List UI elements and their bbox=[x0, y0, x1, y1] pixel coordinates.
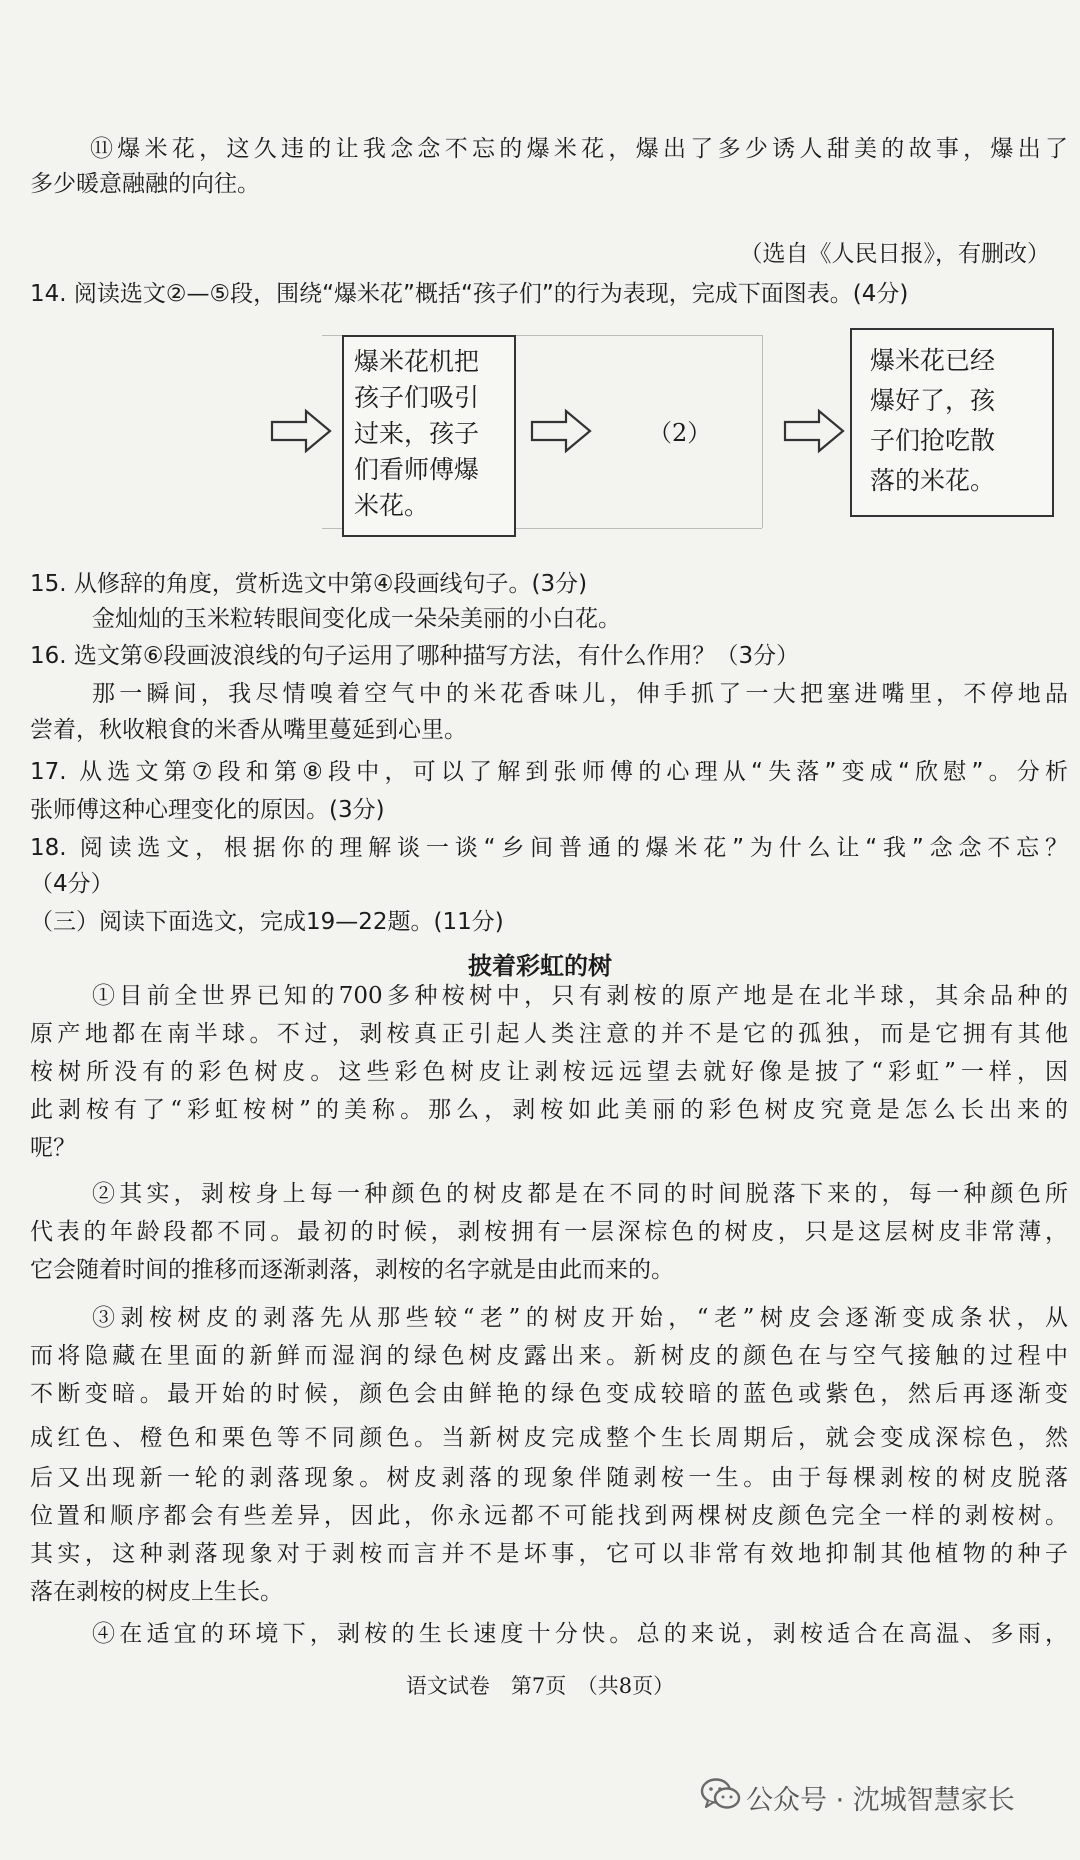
article-p3-line: 落在剥桉的树皮上生长。 bbox=[30, 1579, 283, 1605]
paragraph-11-line-1: ⑪爆米花，这久违的让我念念不忘的爆米花，爆出了多少诱人甜美的故事，爆出了 bbox=[90, 136, 1068, 162]
article-p3-line: ③剥桉树皮的剥落先从那些较“老”的树皮开始，“老”树皮会逐渐变成条状，从 bbox=[92, 1305, 1068, 1331]
article-p1-line: 呢？ bbox=[30, 1135, 76, 1161]
article-p1-line: 原产地都在南半球。不过，剥桉真正引起人类注意的并不是它的孤独，而是它拥有其他 bbox=[30, 1021, 1068, 1047]
article-p2-line: ②其实，剥桉身上每一种颜色的树皮都是在不同的时间脱落下来的，每一种颜色所 bbox=[92, 1181, 1068, 1207]
question-16-quote-line-2: 尝着，秋收粮食的米香从嘴里蔓延到心里。 bbox=[30, 717, 467, 743]
question-18-line-1: 18. 阅读选文，根据你的理解谈一谈“乡间普通的爆米花”为什么让“我”念念不忘？ bbox=[30, 835, 1068, 861]
article-p3-line: 后又出现新一轮的剥落现象。树皮剥落的现象伴随剥桉一生。由于每棵剥桉的树皮脱落 bbox=[30, 1465, 1068, 1491]
flow-box-1-line: 米花。 bbox=[354, 491, 430, 520]
flow-box-1-line: 们看师傅爆 bbox=[354, 455, 480, 484]
arrow-icon bbox=[270, 408, 332, 454]
article-p4-line: ④在适宜的环境下，剥桉的生长速度十分快。总的来说，剥桉适合在高温、多雨， bbox=[92, 1621, 1068, 1647]
question-15-quote: 金灿灿的玉米粒转眼间变化成一朵朵美丽的小白花。 bbox=[92, 606, 621, 632]
blank-answer-2: （2） bbox=[648, 419, 712, 447]
article-p1-line: ①目前全世界已知的700多种桉树中，只有剥桉的原产地是在北半球，其余品种的 bbox=[92, 983, 1068, 1009]
question-16: 16. 选文第⑥段画波浪线的句子运用了哪种描写方法，有什么作用？（3分） bbox=[30, 643, 800, 669]
flow-box-3-line: 爆米花已经 bbox=[870, 346, 996, 375]
diagram-frame-right bbox=[762, 335, 763, 528]
question-17-line-1: 17. 从选文第⑦段和第⑧段中，可以了解到张师傅的心理从“失落”变成“欣慰”。分析 bbox=[30, 759, 1068, 785]
question-17-line-2: 张师傅这种心理变化的原因。(3分) bbox=[30, 797, 385, 823]
source-note: （选自《人民日报》，有删改） bbox=[739, 241, 1050, 267]
flow-box-3-line: 爆好了，孩 bbox=[870, 386, 996, 415]
question-14: 14. 阅读选文②—⑤段，围绕“爆米花”概括“孩子们”的行为表现，完成下面图表。(4分) bbox=[30, 281, 909, 307]
flow-box-1 bbox=[342, 335, 516, 537]
article-p3-line: 而将隐藏在里面的新鲜而湿润的绿色树皮露出来。新树皮的颜色在与空气接触的过程中 bbox=[30, 1343, 1068, 1369]
article-p2-line: 代表的年龄段都不同。最初的时候，剥桉拥有一层深棕色的树皮，只是这层树皮非常薄， bbox=[30, 1219, 1068, 1245]
flow-box-1-line: 过来，孩子 bbox=[354, 419, 480, 448]
flow-box-3-line: 落的米花。 bbox=[870, 466, 996, 495]
arrow-icon bbox=[783, 408, 845, 454]
wechat-icon bbox=[700, 1776, 742, 1812]
article-p1-line: 桉树所没有的彩色树皮。这些彩色树皮让剥桉远远望去就好像是披了“彩虹”一样，因 bbox=[30, 1059, 1068, 1085]
arrow-icon bbox=[530, 408, 592, 454]
article-title: 披着彩虹的树 bbox=[468, 952, 612, 980]
article-p3-line: 不断变暗。最开始的时候，颜色会由鲜艳的绿色变成较暗的蓝色或紫色，然后再逐渐变 bbox=[30, 1381, 1068, 1407]
question-15: 15. 从修辞的角度，赏析选文中第④段画线句子。(3分) bbox=[30, 571, 588, 597]
article-p2-line: 它会随着时间的推移而逐渐剥落，剥桉的名字就是由此而来的。 bbox=[30, 1257, 674, 1283]
flow-box-3-line: 子们抢吃散 bbox=[870, 426, 996, 455]
question-16-quote-line-1: 那一瞬间，我尽情嗅着空气中的米花香味儿，伸手抓了一大把塞进嘴里，不停地品 bbox=[92, 681, 1068, 707]
watermark-text: 公众号 · 沈城智慧家长 bbox=[746, 1785, 1015, 1816]
article-p3-line: 位置和顺序都会有些差异，因此，你永远都不可能找到两棵树皮颜色完全一样的剥桉树。 bbox=[30, 1503, 1068, 1529]
page-footer: 语文试卷 第7页 （共8页） bbox=[405, 1674, 675, 1698]
article-p3-line: 其实，这种剥落现象对于剥桉而言并不是坏事，它可以非常有效地抑制其他植物的种子 bbox=[30, 1541, 1068, 1567]
flow-box-1-line: 爆米花机把 bbox=[354, 347, 480, 376]
flow-box-1-line: 孩子们吸引 bbox=[354, 383, 480, 412]
question-18-line-2: （4分） bbox=[30, 871, 114, 897]
article-p3-line: 成红色、橙色和栗色等不同颜色。当新树皮完成整个生长周期后，就会变成深棕色，然 bbox=[30, 1425, 1068, 1451]
section-3-heading: （三）阅读下面选文，完成19—22题。(11分) bbox=[30, 909, 504, 935]
paragraph-11-line-2: 多少暖意融融的向往。 bbox=[30, 171, 260, 197]
article-p1-line: 此剥桉有了“彩虹桉树”的美称。那么，剥桉如此美丽的彩色树皮究竟是怎么长出来的 bbox=[30, 1097, 1068, 1123]
flow-box-3 bbox=[850, 328, 1054, 517]
